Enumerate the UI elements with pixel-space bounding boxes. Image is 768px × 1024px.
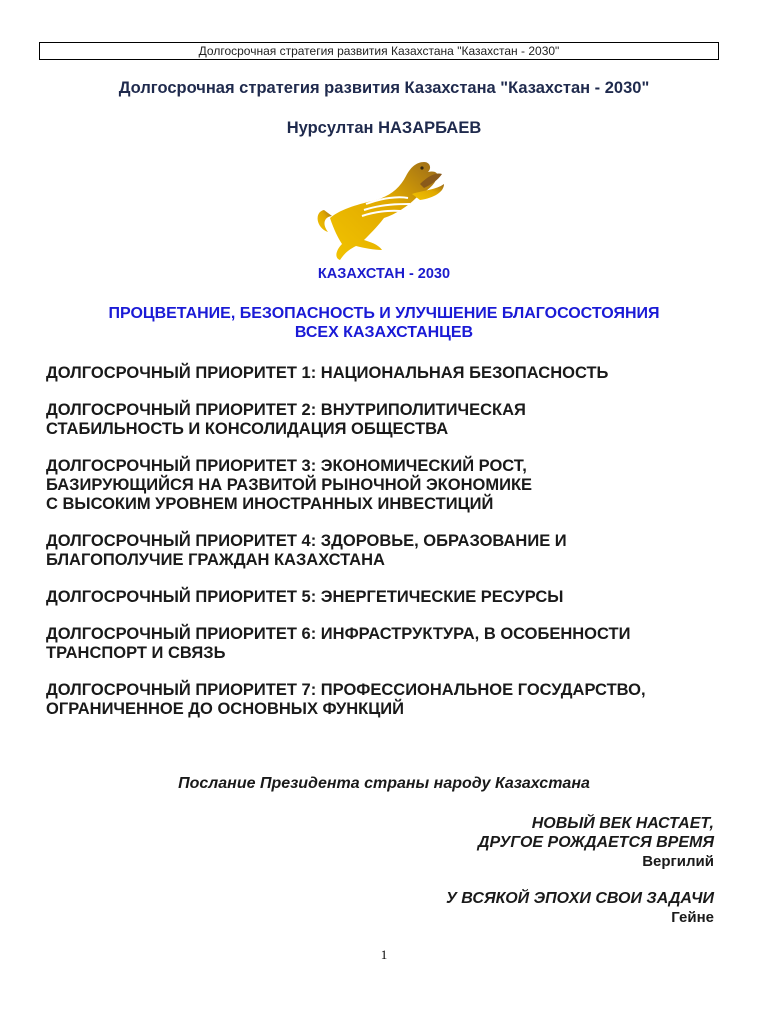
slogan-text: ПРОЦВЕТАНИЕ, БЕЗОПАСНОСТЬ И УЛУЧШЕНИЕ БЛАГОСОСТОЯНИЯ ВСЕХ КАЗАХСТАНЦЕВ [108, 305, 660, 341]
epigraph-quote-1: НОВЫЙ ВЕК НАСТАЕТ, ДРУГОЕ РОЖДАЕТСЯ ВРЕМЯ [477, 815, 714, 851]
running-header: Долгосрочная стратегия развития Казахстана "Казахстан - 2030" [39, 42, 719, 60]
priority-7: ДОЛГОСРОЧНЫЙ ПРИОРИТЕТ 7: ПРОФЕССИОНАЛЬНОЕ ГОСУДАРСТВО, ОГРАНИЧЕННОЕ ДО ОСНОВНЫХ ФУНКЦИЙ [46, 681, 646, 718]
slogan [40, 304, 728, 342]
priority-4: ДОЛГОСРОЧНЫЙ ПРИОРИТЕТ 4: ЗДОРОВЬЕ, ОБРАЗОВАНИЕ И БЛАГОПОЛУЧИЕ ГРАЖДАН КАЗАХСТАНА [46, 532, 567, 569]
epigraph-author-1: Вергилий [642, 853, 714, 870]
priority-5: ДОЛГОСРОЧНЫЙ ПРИОРИТЕТ 5: ЭНЕРГЕТИЧЕСКИЕ РЕСУРСЫ [46, 588, 564, 606]
presidential-message-heading: Послание Президента страны народу Казахстана [178, 775, 590, 792]
epigraphs [446, 814, 714, 945]
priority-3: ДОЛГОСРОЧНЫЙ ПРИОРИТЕТ 3: ЭКОНОМИЧЕСКИЙ РОСТ, БАЗИРУЮЩИЙСЯ НА РАЗВИТОЙ РЫНОЧНОЙ ЭКОНОМИКЕ С ВЫСОКИМ УРОВНЕМ ИНОСТРАННЫХ ИНВЕСТИЦИЙ [46, 457, 533, 513]
emblem-caption: КАЗАХСТАН - 2030 [317, 266, 451, 282]
priorities-list [46, 364, 736, 737]
epigraph-author-2: Гейне [671, 909, 714, 926]
snow-leopard-emblem-icon [312, 154, 458, 266]
author-name: Нурсултан НАЗАРБАЕВ [286, 119, 482, 137]
priority-6: ДОЛГОСРОЧНЫЙ ПРИОРИТЕТ 6: ИНФРАСТРУКТУРА, В ОСОБЕННОСТИ ТРАНСПОРТ И СВЯЗЬ [46, 625, 631, 662]
epigraph-quote-2: У ВСЯКОЙ ЭПОХИ СВОИ ЗАДАЧИ [445, 890, 714, 907]
document-title: Долгосрочная стратегия развития Казахстана "Казахстан - 2030" [118, 79, 650, 97]
priority-2: ДОЛГОСРОЧНЫЙ ПРИОРИТЕТ 2: ВНУТРИПОЛИТИЧЕСКАЯ СТАБИЛЬНОСТЬ И КОНСОЛИДАЦИЯ ОБЩЕСТВА [46, 401, 526, 438]
priority-1: ДОЛГОСРОЧНЫЙ ПРИОРИТЕТ 1: НАЦИОНАЛЬНАЯ БЕЗОПАСНОСТЬ [46, 364, 609, 382]
page-number: 1 [380, 947, 388, 962]
